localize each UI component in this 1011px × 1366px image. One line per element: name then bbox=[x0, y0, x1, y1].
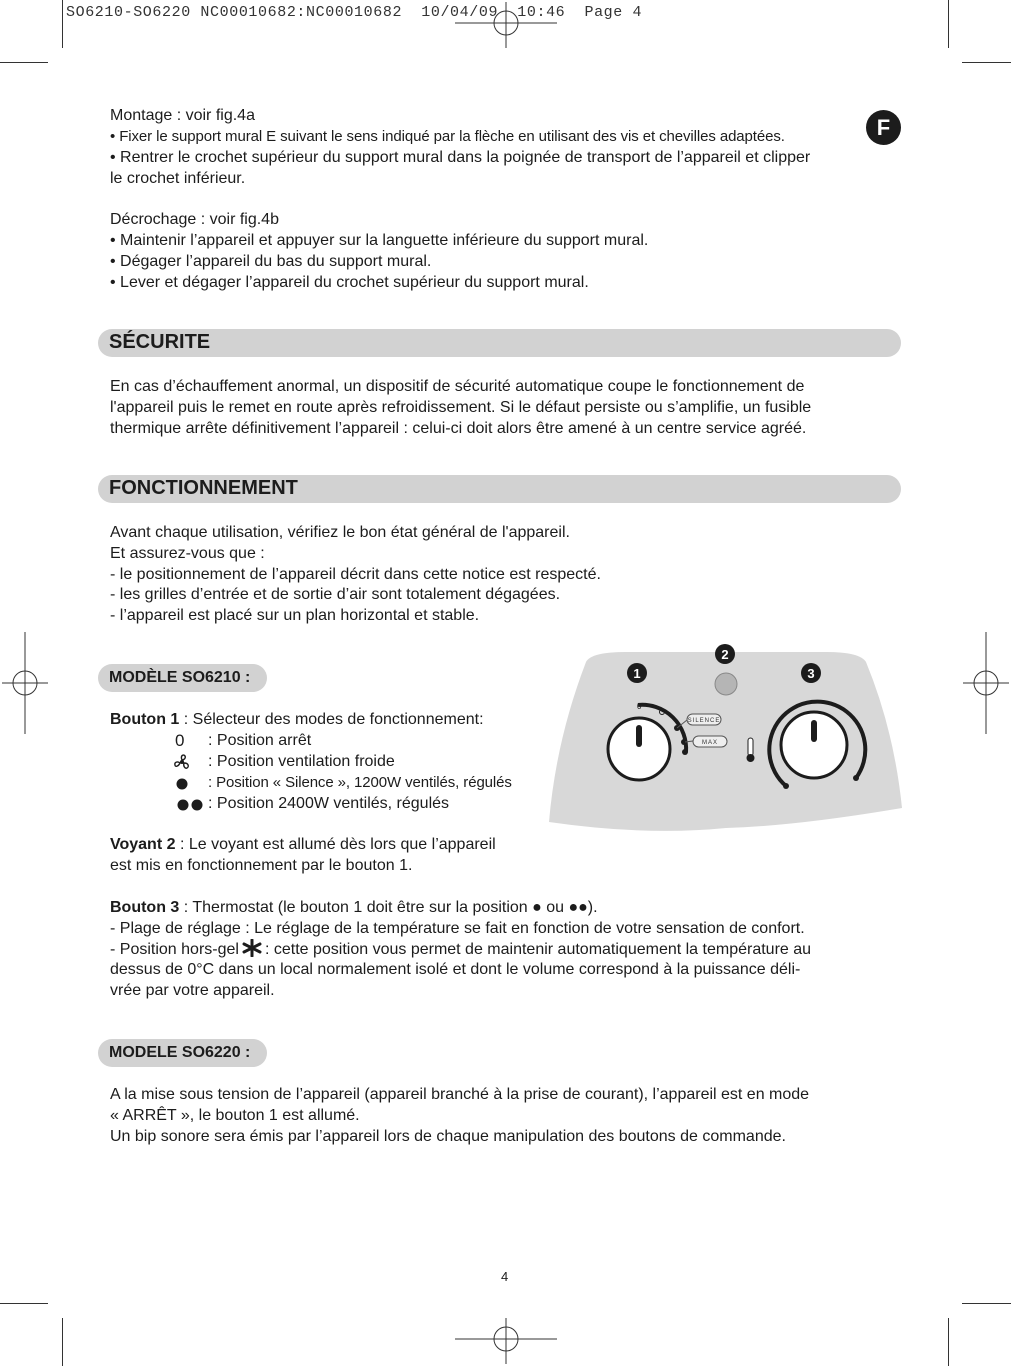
securite-line-2: l'appareil puis le remet en route après refroidissement. Si le défaut persiste ou s’amplifie, un fusible bbox=[110, 399, 812, 416]
voyant-line-2: est mis en fonctionnement par le bouton 1. bbox=[110, 857, 413, 874]
crop-mark bbox=[948, 1318, 949, 1366]
indicator-light bbox=[715, 673, 737, 695]
decrochage-bullet-1: • Maintenir l’appareil et appuyer sur la languette inférieure du support mural. bbox=[110, 232, 649, 249]
fonctionnement-line-3: - le positionnement de l’appareil décrit dans cette notice est respecté. bbox=[110, 566, 601, 583]
crop-mark bbox=[62, 1318, 63, 1366]
registration-mark-right bbox=[963, 632, 1009, 734]
section-heading-securite: SÉCURITE bbox=[109, 331, 211, 353]
model2-line-3: Un bip sonore sera émis par l’appareil lors de chaque manipulation des boutons de commande. bbox=[110, 1128, 786, 1145]
print-slug: SO6210-SO6220 NC00010682:NC00010682 10/04/09 10:46 Page 4 bbox=[66, 4, 643, 21]
model-so6220-pill bbox=[98, 1039, 267, 1067]
montage-title: Montage : voir fig.4a bbox=[110, 107, 255, 124]
voyant-line bbox=[110, 834, 496, 855]
montage-bullet-2: • Rentrer le crochet supérieur du support mural dans la poignée de transport de l’appareil et clipper bbox=[110, 149, 811, 166]
option-max: : Position 2400W ventilés, régulés bbox=[208, 795, 450, 812]
off-symbol: 0 bbox=[175, 731, 185, 750]
decrochage-bullet-3: • Lever et dégager l’appareil du crochet supérieur du support mural. bbox=[110, 274, 589, 291]
fonctionnement-line-5: - l’appareil est placé sur un plan horizontal et stable. bbox=[110, 607, 480, 624]
page-number: 4 bbox=[501, 1269, 509, 1284]
registration-mark-bottom bbox=[455, 1318, 557, 1364]
crop-mark bbox=[962, 62, 1011, 63]
knob1-dot-3 bbox=[682, 749, 688, 755]
crop-mark bbox=[962, 1303, 1011, 1304]
registration-mark-top bbox=[455, 2, 557, 48]
voyant-label: Voyant 2 bbox=[110, 836, 176, 853]
model2-line-2: « ARRÊT », le bouton 1 est allumé. bbox=[110, 1107, 360, 1124]
model-so6210-pill bbox=[98, 664, 267, 692]
option-fan: : Position ventilation froide bbox=[208, 753, 395, 770]
single-dot-icon bbox=[172, 774, 192, 794]
model-so6220-heading: MODELE SO6220 : bbox=[109, 1044, 251, 1061]
badge-2-label: 2 bbox=[721, 647, 729, 662]
horsgel-text-b: : cette position vous permet de maintenir automatiquement la température au bbox=[264, 941, 812, 958]
securite-line-3: thermique arrête définitivement l’appareil : celui-ci doit alors être amené à un centre service agréé. bbox=[110, 420, 807, 437]
language-badge: F bbox=[866, 110, 901, 145]
bouton1-text: : Sélecteur des modes de fonctionnement: bbox=[179, 711, 484, 728]
crop-mark bbox=[0, 62, 48, 63]
fonctionnement-line-1: Avant chaque utilisation, vérifiez le bon état général de l'appareil. bbox=[110, 524, 570, 541]
badge-3-label: 3 bbox=[807, 666, 815, 681]
bouton3-label: Bouton 3 bbox=[110, 899, 180, 916]
model-so6210-heading: MODÈLE SO6210 : bbox=[109, 669, 251, 686]
knob-1-pointer bbox=[636, 725, 642, 747]
montage-bullet-2-cont: le crochet inférieur. bbox=[110, 170, 246, 187]
option-off: : Position arrêt bbox=[208, 732, 312, 749]
control-panel-illustration bbox=[546, 640, 906, 845]
bouton1-line bbox=[110, 709, 484, 730]
horsgel-line-2: dessus de 0°C dans un local normalement isolé et dont le volume correspond à la puissance déli- bbox=[110, 961, 801, 978]
horsgel-line-3: vrée par votre appareil. bbox=[110, 982, 275, 999]
bouton1-label: Bouton 1 bbox=[110, 711, 180, 728]
horsgel-text-a: - Position hors-gel bbox=[110, 941, 239, 958]
knob-3-pointer bbox=[811, 720, 817, 742]
section-heading-fonctionnement: FONCTIONNEMENT bbox=[109, 477, 298, 499]
voyant-text: : Le voyant est allumé dès lors que l’appareil bbox=[175, 836, 496, 853]
plage-line: - Plage de réglage : Le réglage de la température se fait en fonction de votre sensation de confort. bbox=[110, 920, 805, 937]
section-bar-securite bbox=[98, 329, 901, 357]
fonctionnement-line-4: - les grilles d’entrée et de sortie d’air sont totalement dégagées. bbox=[110, 586, 561, 603]
double-dot-icon bbox=[176, 797, 206, 813]
option-silence: : Position « Silence », 1200W ventilés, régulés bbox=[208, 774, 512, 791]
crop-mark bbox=[62, 0, 63, 48]
decrochage-bullet-2: • Dégager l’appareil du bas du support mural. bbox=[110, 253, 432, 270]
montage-bullet-1: • Fixer le support mural E suivant le sens indiqué par la flèche en utilisant des vis et chevilles adaptées. bbox=[110, 128, 785, 145]
securite-line-1: En cas d’échauffement anormal, un dispositif de sécurité automatique coupe le fonctionnement de bbox=[110, 378, 805, 395]
crop-mark bbox=[948, 0, 949, 48]
fonctionnement-line-2: Et assurez-vous que : bbox=[110, 545, 265, 562]
horsgel-line bbox=[110, 939, 811, 960]
section-bar-fonctionnement bbox=[98, 475, 901, 503]
badge-1-label: 1 bbox=[633, 666, 641, 681]
decrochage-title: Décrochage : voir fig.4b bbox=[110, 211, 279, 228]
crop-mark bbox=[0, 1303, 48, 1304]
max-label: MAX bbox=[701, 740, 719, 746]
model2-line-1: A la mise sous tension de l’appareil (appareil branché à la prise de courant), l’appareil est en mode bbox=[110, 1086, 810, 1103]
registration-mark-left bbox=[2, 632, 48, 734]
fan-icon bbox=[172, 752, 192, 772]
silence-label: SILENCE bbox=[687, 718, 721, 724]
snowflake-icon bbox=[241, 939, 263, 957]
knob1-zero: 0 bbox=[637, 702, 642, 711]
thermometer-icon bbox=[748, 738, 753, 756]
bouton3-line bbox=[110, 897, 598, 918]
bouton3-text: : Thermostat (le bouton 1 doit être sur la position ● ou ●●). bbox=[179, 899, 598, 916]
